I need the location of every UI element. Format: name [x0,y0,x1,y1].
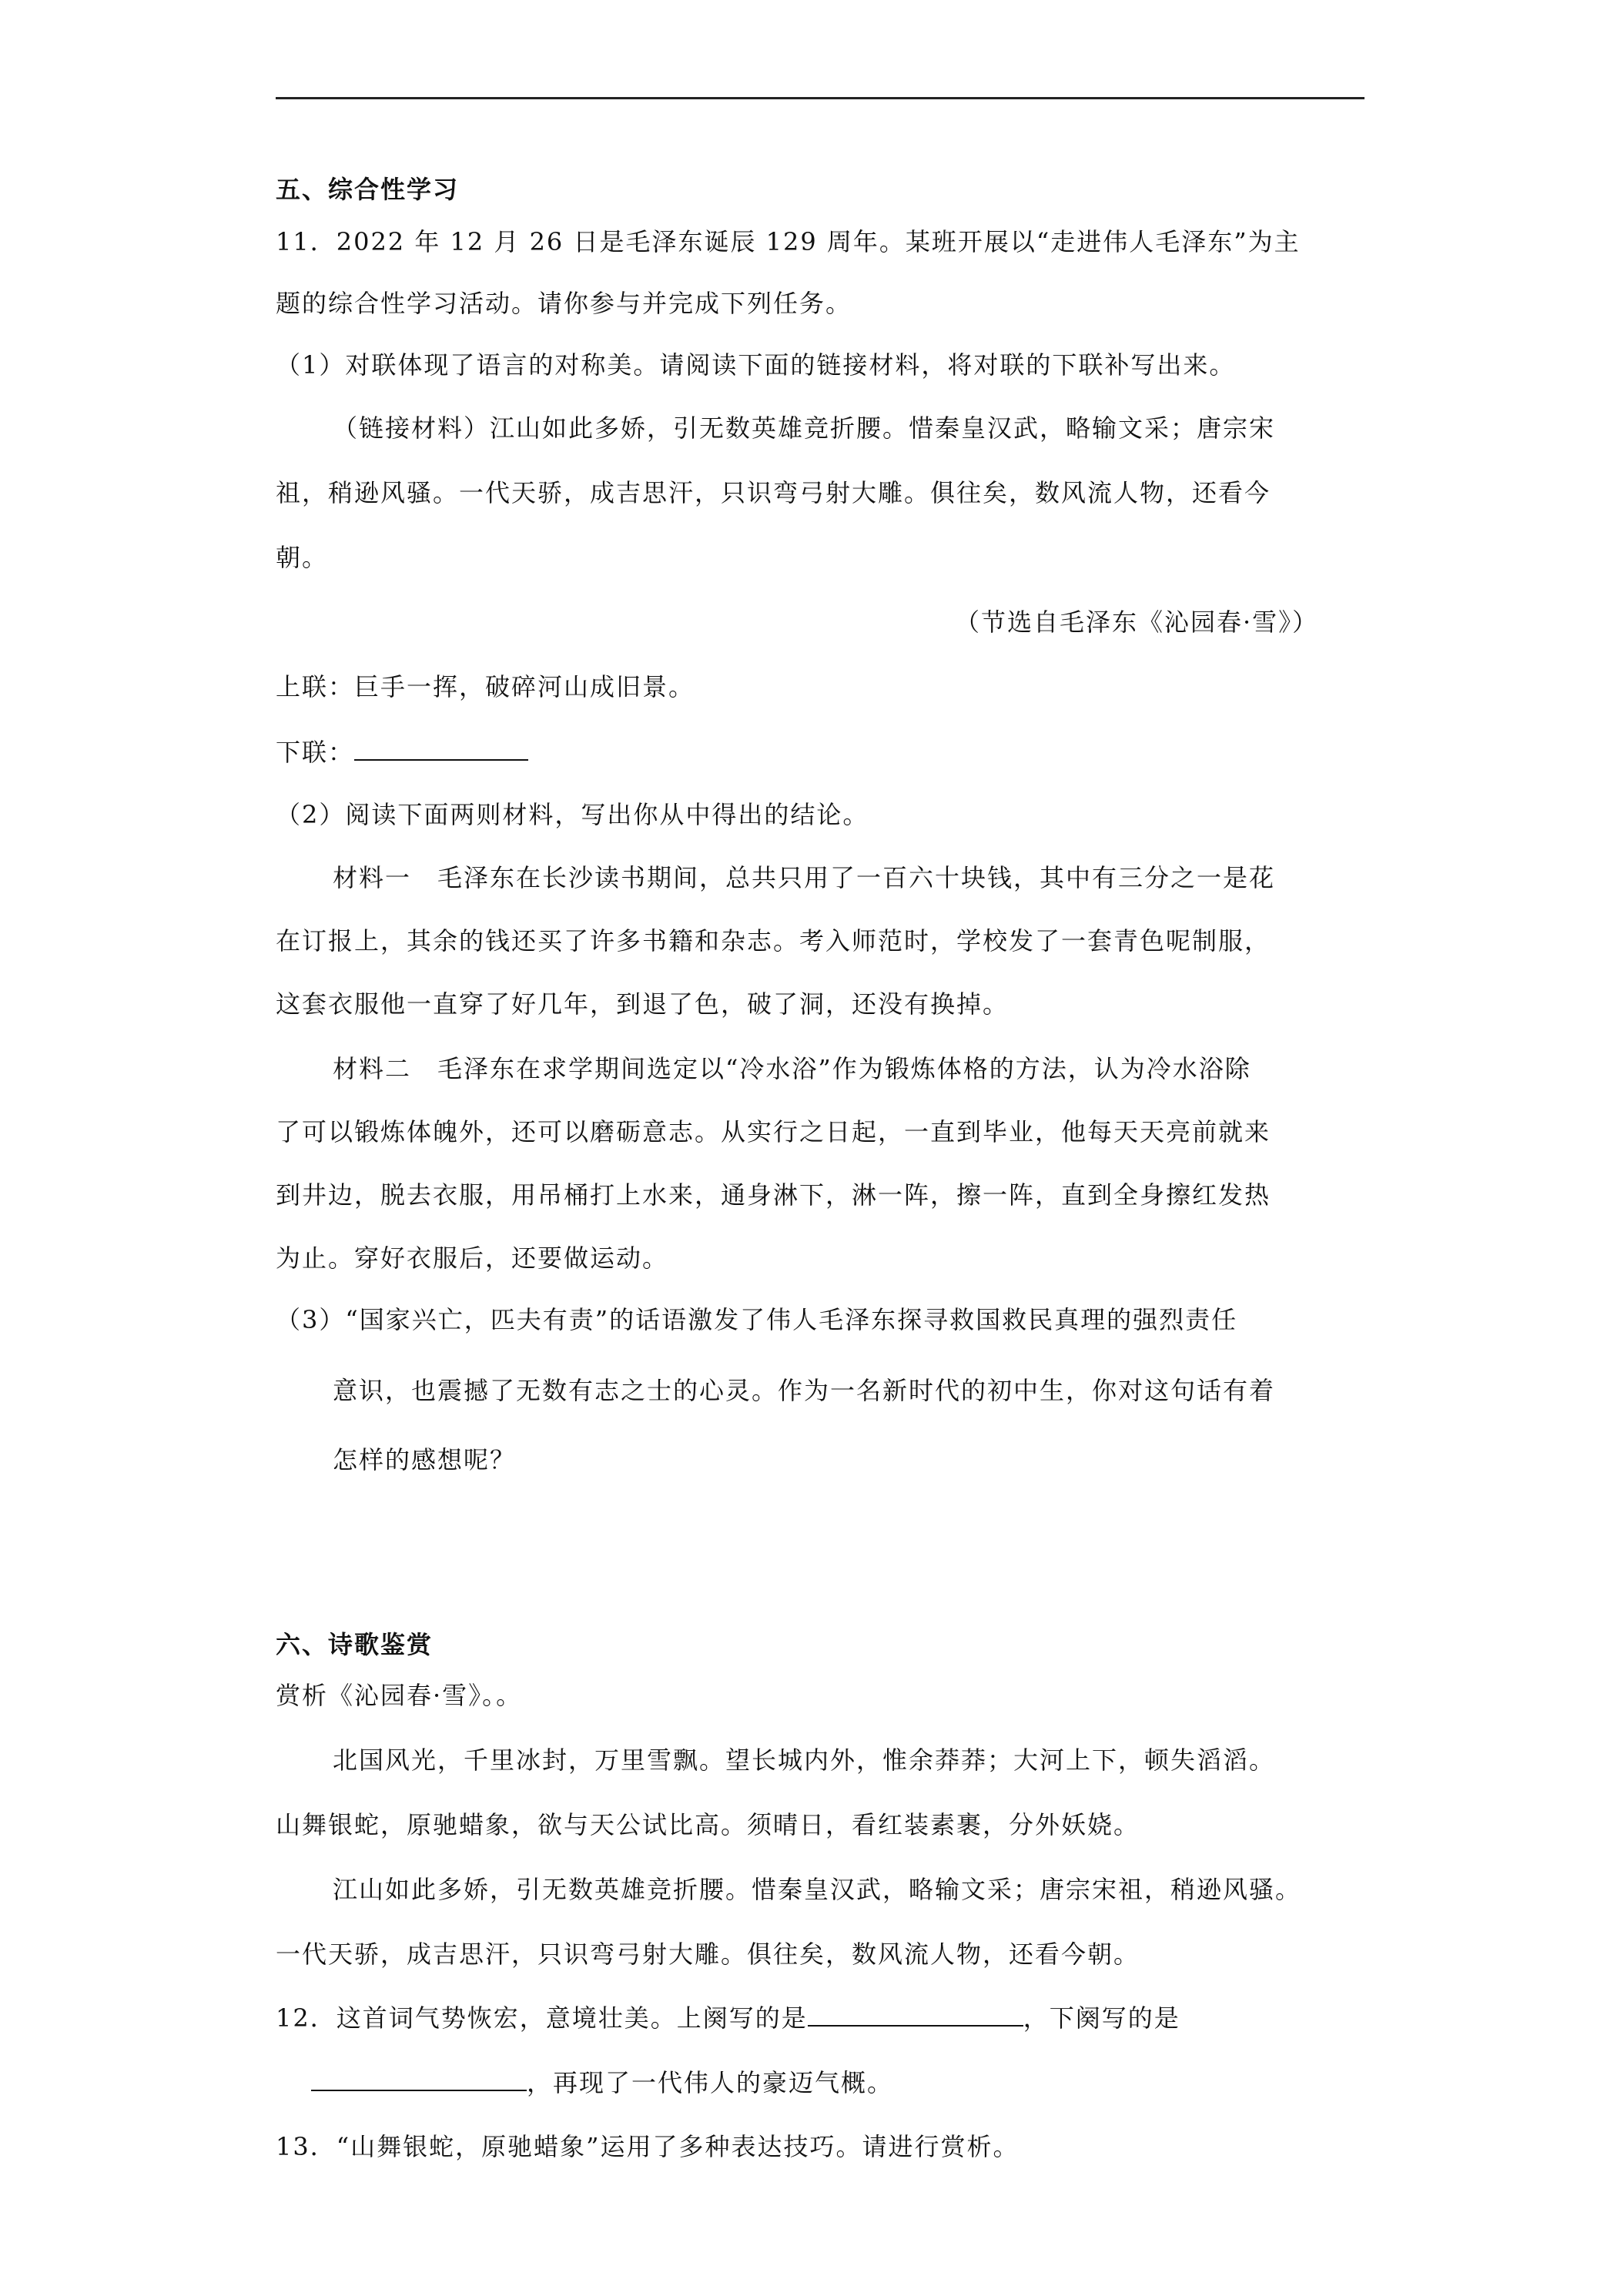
question-12-text-c: ，再现了一代伟人的豪迈气概。 [527,2068,894,2097]
link-material-line1: （链接材料）江山如此多娇，引无数英雄竞折腰。惜秦皇汉武，略输文采；唐宗宋 [333,413,1276,443]
material-2-line2: 了可以锻炼体魄外，还可以磨砺意志。从实行之日起，一直到毕业，他每天天亮前就来 [276,1117,1271,1146]
subquestion-3-line2: 意识，也震撼了无数有志之士的心灵。作为一名新时代的初中生，你对这句话有着 [333,1376,1276,1405]
poem-intro: 赏析《沁园春·雪》。。 [276,1681,523,1710]
question-12-line1 [276,2000,1180,2035]
source-note: （节选自毛泽东《沁园春·雪》） [955,607,1319,637]
couplet-lower [276,735,528,769]
question-12-text-b: ，下阕写的是 [1023,2003,1180,2033]
question-12-text-a: 12．这首词气势恢宏，意境壮美。上阕写的是 [276,2003,808,2033]
subquestion-2: （2）阅读下面两则材料，写出你从中得出的结论。 [276,800,869,829]
question-12-line2 [311,2065,893,2100]
question-13: 13．“山舞银蛇，原驰蜡象”运用了多种表达技巧。请进行赏析。 [276,2132,1020,2161]
poem-stanza1-line2: 山舞银蛇，原驰蜡象，欲与天公试比高。须晴日，看红装素裹，分外妖娆。 [276,1810,1140,1839]
subquestion-3-line1: （3）“国家兴亡，匹夫有责”的话语激发了伟人毛泽东探寻救国救民真理的强烈责任 [276,1305,1238,1334]
link-material-line2: 祖，稍逊风骚。一代天骄，成吉思汗，只识弯弓射大雕。俱往矣，数风流人物，还看今 [276,478,1271,507]
answer-blank-lower-stanza[interactable] [311,2065,527,2091]
answer-blank-upper-stanza[interactable] [808,2000,1023,2027]
material-2-line3: 到井边，脱去衣服，用吊桶打上水来，通身淋下，淋一阵，擦一阵，直到全身擦红发热 [276,1180,1271,1210]
material-1-line3: 这套衣服他一直穿了好几年，到退了色，破了洞，还没有换掉。 [276,989,1010,1019]
material-2-line1: 材料二 毛泽东在求学期间选定以“冷水浴”作为锻炼体格的方法，认为冷水浴除 [333,1054,1251,1083]
couplet-lower-label: 下联： [276,738,355,767]
couplet-upper: 上联：巨手一挥，破碎河山成旧景。 [276,672,695,701]
section-heading-6: 六、诗歌鉴赏 [276,1630,434,1659]
answer-blank-lower[interactable] [354,735,528,761]
material-2-line4: 为止。穿好衣服后，还要做运动。 [276,1243,669,1273]
material-1-line1: 材料一 毛泽东在长沙读书期间，总共只用了一百六十块钱，其中有三分之一是花 [333,863,1276,892]
poem-stanza1-line1: 北国风光，千里冰封，万里雪飘。望长城内外，惟余莽莽；大河上下，顿失滔滔。 [333,1745,1276,1775]
subquestion-1: （1）对联体现了语言的对称美。请阅读下面的链接材料，将对联的下联补写出来。 [276,350,1236,380]
question-11-line2: 题的综合性学习活动。请你参与并完成下列任务。 [276,289,852,318]
subquestion-3-line3: 怎样的感想呢？ [333,1445,517,1474]
question-11-line1: 11．2022 年 12 月 26 日是毛泽东诞辰 129 周年。某班开展以“走进伟人毛泽东”为主 [276,227,1301,256]
link-material-line3: 朝。 [276,543,329,572]
poem-stanza2-line1: 江山如此多娇，引无数英雄竞折腰。惜秦皇汉武，略输文采；唐宗宋祖，稍逊风骚。 [333,1875,1302,1904]
header-rule [276,97,1364,99]
poem-stanza2-line2: 一代天骄，成吉思汗，只识弯弓射大雕。俱往矣，数风流人物，还看今朝。 [276,1940,1140,1969]
section-heading-5: 五、综合性学习 [276,175,460,204]
material-1-line2: 在订报上，其余的钱还买了许多书籍和杂志。考入师范时，学校发了一套青色呢制服， [276,926,1271,956]
